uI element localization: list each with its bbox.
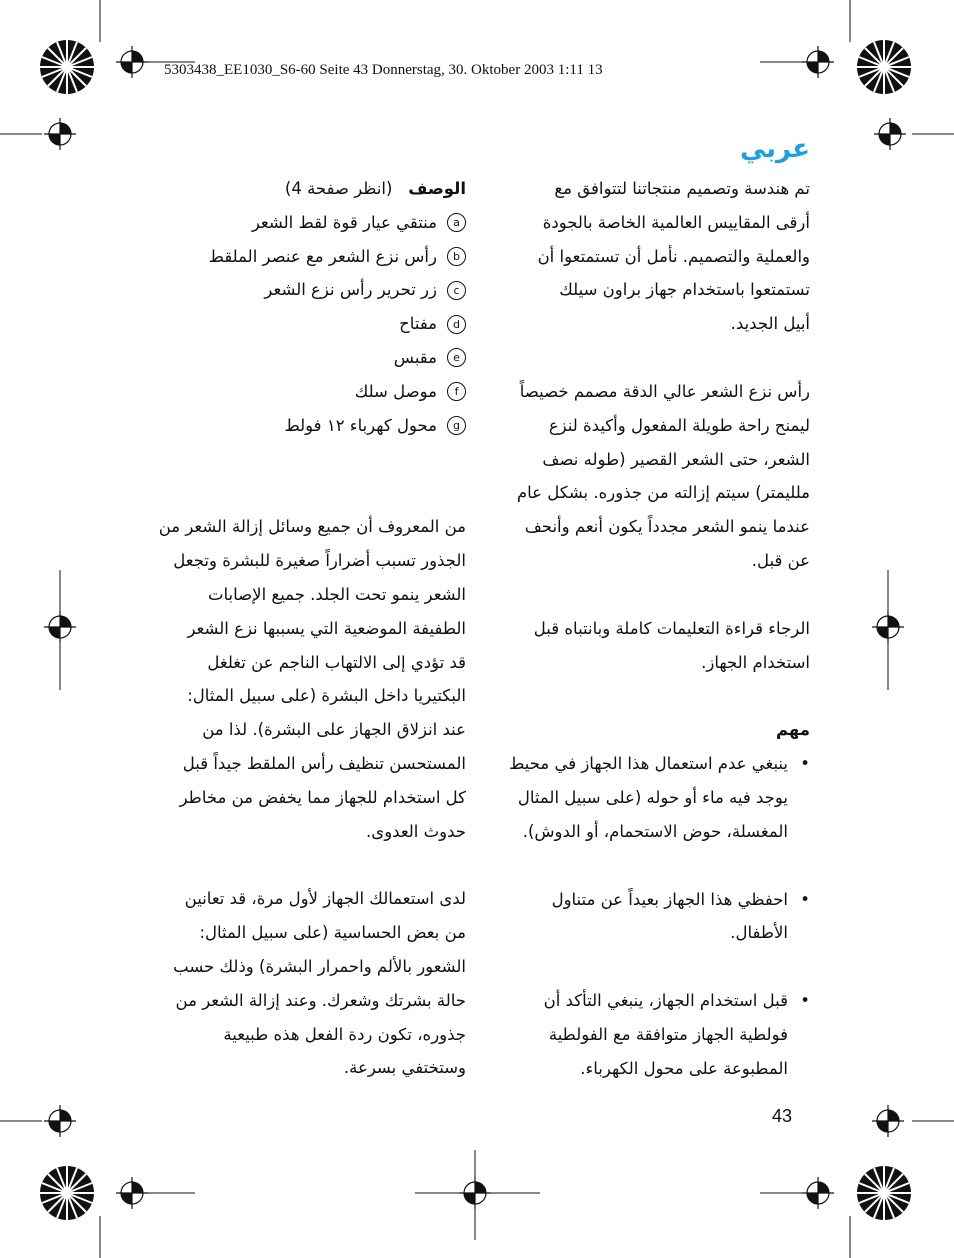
print-slug-line: 5303438_EE1030_S6-60 Seite 43 Donnerstag, 30. Oktober 2003 1:11 13: [164, 62, 603, 78]
description-heading: الوصف: [408, 179, 466, 198]
part-letter-badge: c: [447, 281, 466, 300]
intro-paragraph: تم هندسة وتصميم منتجاتنا لتتوافق مع أرقى المقاييس العالمية الخاصة بالجودة والعملية والتصميم. نأمل أن تستمتعوا أن تستمتعوا باستخدام جهاز براون سيلك أبيل الجديد.: [537, 179, 810, 334]
starburst-mark-bottom-right: [857, 1166, 911, 1220]
hair-removal-warning-paragraph: من المعروف أن جميع وسائل إزالة الشعر من الجذور تسبب أضراراً صغيرة للبشرة وتجعل الشعر ينمو تحت الجلد. جميع الإصابات الطفيفة الموضعية التي يسببها نزع الشعر قد تؤدي إلى الالتهاب الناجم عن تغلغل البكتيريا داخل البشرة (على سبيل المثال: عند انزلاق الجهاز على البشرة). لذا من المستحسن تنظيف رأس الملقط جيداً قبل كل استخدام للجهاز مما يخفض من مخاطر حدوث العدوى.: [158, 517, 466, 841]
safety-bullet-text: قبل استخدام الجهاز، ينبغي التأكد أن فولطية الجهاز متوافقة مع الفولطية المطبوعة على محول الكهرباء.: [543, 991, 788, 1078]
description-heading-line: [136, 172, 466, 206]
part-item-f: [136, 375, 466, 409]
part-letter-badge: e: [447, 348, 466, 367]
part-label: مفتاح: [399, 314, 437, 334]
part-letter-badge: a: [447, 213, 466, 232]
description-page-reference: (انظر صفحة 4): [284, 179, 393, 198]
safety-bullet-list: [485, 747, 810, 1085]
precision-paragraph: رأس نزع الشعر عالي الدقة مصمم خصيصاً ليمنح راحة طويلة المفعول وأكيدة لنزع الشعر، حتى الشعر القصير (طوله نصف ملليمتر) سيتم إزالته من جذوره. بشكل عام عندما ينمو الشعر مجدداً يكون أنعم وأنحف عن قبل.: [516, 381, 810, 570]
part-label: مقبس: [393, 347, 437, 367]
section-title: عربي: [739, 134, 810, 164]
safety-bullet-voltage: [485, 984, 810, 1085]
safety-bullet-text: ينبغي عدم استعمال هذا الجهاز في محيط يوجد فيه ماء أو حوله (على سبيل المثال المغسلة، حوض الاستحمام، أو الدوش).: [509, 754, 788, 841]
part-label: محول كهرباء ١٢ فولط: [284, 415, 437, 435]
part-item-e: [136, 341, 466, 375]
part-label: زر تحرير رأس نزع الشعر: [264, 280, 437, 300]
bullet-dot: •: [800, 889, 810, 909]
page-number: 43: [772, 1106, 793, 1126]
safety-bullet-children: [485, 883, 810, 951]
starburst-mark-bottom-left: [40, 1166, 94, 1220]
parts-list: [136, 206, 466, 443]
starburst-mark-top-right: [857, 40, 911, 94]
right-column: [485, 172, 810, 1086]
bullet-dot: •: [800, 991, 810, 1011]
part-item-c: [136, 273, 466, 307]
part-letter-badge: g: [447, 416, 466, 435]
part-item-d: [136, 307, 466, 341]
starburst-mark-top-left: [40, 40, 94, 94]
part-letter-badge: d: [447, 315, 466, 334]
part-item-g: [136, 409, 466, 443]
important-heading: مهم: [775, 720, 810, 740]
safety-bullet-water: [485, 747, 810, 848]
part-letter-badge: b: [447, 247, 466, 266]
safety-bullet-text: احفظي هذا الجهاز بعيداً عن متناول الأطفال.: [551, 889, 788, 943]
part-label: منتقي عيار قوة لقط الشعر: [251, 212, 437, 232]
part-item-a: [136, 206, 466, 240]
read-instructions-paragraph: الرجاء قراءة التعليمات كاملة وبانتباه قبل استخدام الجهاز.: [533, 618, 810, 672]
bullet-dot: •: [800, 754, 810, 774]
part-item-b: [136, 240, 466, 274]
part-letter-badge: f: [447, 382, 466, 401]
part-label: رأس نزع الشعر مع عنصر الملقط: [208, 246, 437, 266]
part-label: موصل سلك: [354, 381, 437, 401]
first-use-paragraph: لدى استعمالك الجهاز لأول مرة، قد تعانين من بعض الحساسية (على سبيل المثال: الشعور بالألم واحمرار البشرة) وذلك حسب حالة بشرتك وشعرك. وعند إزالة الشعر من جذوره، تكون ردة الفعل هذه طبيعية وستختفي بسرعة.: [173, 889, 466, 1078]
left-column: [136, 172, 466, 1085]
